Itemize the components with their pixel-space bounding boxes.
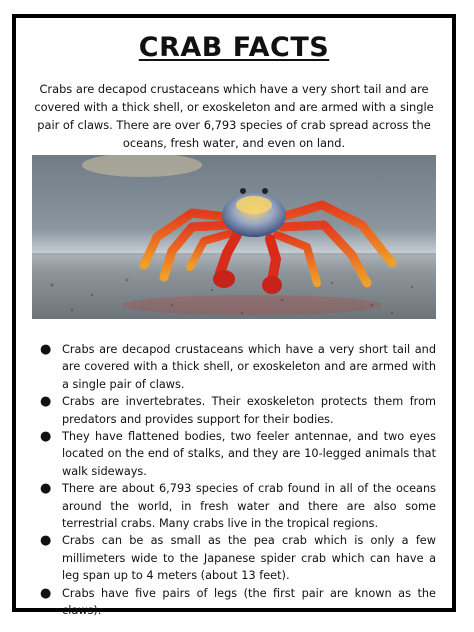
bullet-icon: ● [40,533,52,549]
list-item [34,585,436,620]
bullet-icon: ● [40,342,52,357]
list-item [34,532,436,584]
list-item [34,393,436,428]
crab-illustration [32,155,436,319]
bullet-icon: ● [40,481,52,497]
intro-paragraph: Crabs are decapod crustaceans which have a very short tail and are covered with a thick shell, or exoskeleton and are armed with a single pair of claws. There are over 6,793 species of crab spread across the oceans, fresh water, and even on land. [34,82,434,150]
crab-photo [32,155,436,319]
bullet-icon: ● [40,429,52,445]
fact-text: Crabs have five pairs of legs (the first pair are known as the claws). [62,586,436,618]
bullet-icon: ● [40,585,52,601]
fact-text: Crabs can be as small as the pea crab which is only a few millimeters wide to the Japanese spider crab which can have a leg span up to 4 meters (about 13 feet). [62,534,436,583]
worksheet-frame [12,14,456,618]
fact-text: Crabs are decapod crustaceans which have a very short tail and are covered with a thick shell, or exoskeleton and are armed with a single pair of claws. [62,343,436,391]
list-item [34,341,436,393]
fact-text: There are about 6,793 species of crab found in all of the oceans around the world, in fresh water and there are also some terrestrial crabs. Many crabs live in the tropical regions. [62,482,436,531]
page-title: CRAB FACTS [138,32,330,63]
fact-text: Crabs are invertebrates. Their exoskeleton protects them from predators and provides support for their bodies. [62,395,436,426]
facts-list [34,341,436,620]
list-item [34,480,436,532]
bullet-icon: ● [40,394,52,410]
fact-text: They have flattened bodies, two feeler antennae, and two eyes located on the end of stalks, and they are 10-legged animals that walk sideways. [62,430,436,478]
list-item [34,428,436,480]
